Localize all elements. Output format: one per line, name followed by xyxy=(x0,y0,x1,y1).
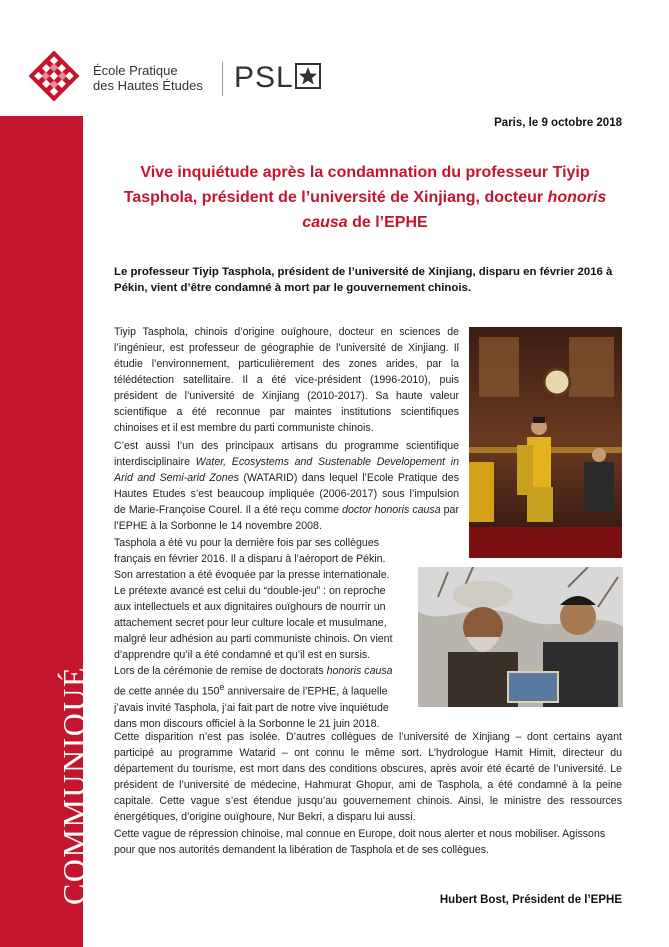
publication-date: Paris, le 9 octobre 2018 xyxy=(494,117,622,129)
institution-line-1: École Pratique xyxy=(93,63,178,78)
paragraph-biography: Tiyip Tasphola, chinois d’origine ouïghoure, docteur en sciences de l’ingénieur, est professeur de géographie de l’université de Xinjiang. Il étudie l’environnement, particulièrement des zones arides, par la télédétection satellitaire. Il a été vice-président (1996-2010), puis président de l’université de Xinjiang (2010-2017). Sa haute valeur scientifique a été reconnue par maintes institutions scientifiques chinoises et il est membre du parti communiste chinois. xyxy=(114,326,459,434)
paragraph-disappearance: Tasphola a été vu pour la dernière fois par ses collègues français en février 2016. Il a disparu à l’aéroport de Pékin. Son arrestation a été évoquée par la presse internationale. Le prétexte avancé est celui du “double-jeu” : on reproche aux intellectuels et aux dignitaires ouïghours de nourrir un attachement secret pour leur culture locale et musulmane, malgré leur adhésion au parti communiste chinois. On vient d’apprendre qu’il a été condamné et qu’il est en sursis. xyxy=(114,537,393,661)
p4-superscript: e xyxy=(219,682,225,692)
paragraph-ceremony xyxy=(114,663,404,732)
p2-text-a: C’est aussi l’un des principaux artisans du programme scientifique interdisciplinaire xyxy=(114,440,459,468)
signature: Hubert Bost, Président de l’EPHE xyxy=(439,894,622,906)
paragraph-call-to-action: Cette vague de répression chinoise, mal connue en Europe, doit nous alerter et nous mobiliser. Agissons pour que nos autorités demandent la libération de Tasphola et de ses collègues. xyxy=(114,828,606,856)
portrait-photo xyxy=(418,567,623,707)
institution-name xyxy=(93,63,203,93)
press-release-title xyxy=(110,160,620,235)
psl-star-icon xyxy=(295,63,321,89)
p4-text-c: anniversaire de l’EPHE, à laquelle j’avais invité Tasphola, j’ai fait part de notre vive inquiétude dans mon discours officiel à la Sorbonne le 21 juin 2018. xyxy=(114,685,389,730)
paragraph-watarid xyxy=(114,438,459,534)
p2-text-b: (WATARID) dans lequel l’Ecole Pratique des Hautes Etudes s’est beaucoup impliquée (2006-2017) sous l’impulsion de Marie-Françoise Courel. Il a été reçu comme xyxy=(114,472,459,516)
title-italic: honoris causa xyxy=(302,189,607,231)
p4-italic: honoris causa xyxy=(326,665,393,677)
title-part-2: de l’EPHE xyxy=(347,214,428,231)
p2-italic-program: Water, Ecosystems and Sustenable Developement in Arid and Semi-arid Zones xyxy=(114,456,459,484)
ephe-logo-icon xyxy=(24,46,84,106)
p2-text-c: par l’EPHE à la Sorbonne le 14 novembre 2008. xyxy=(114,504,459,532)
p4-text-a: Lors de la cérémonie de remise de doctorats xyxy=(114,665,327,677)
p2-italic-honoris: doctor honoris causa xyxy=(342,504,441,516)
header-divider xyxy=(222,62,223,96)
ceremony-photo xyxy=(469,327,622,558)
p4-text-b: de cette année du 150 xyxy=(114,685,220,698)
psl-logo: PSL xyxy=(234,61,294,94)
communique-label: COMMUNIQUÉ xyxy=(56,666,92,905)
lead-paragraph: Le professeur Tiyip Tasphola, président de l’université de Xinjiang, disparu en février 2016 à Pékin, vient d’être condamné à mort par le gouvernement chinois. xyxy=(114,266,613,294)
institution-line-2: des Hautes Études xyxy=(93,78,203,93)
title-part-1: Vive inquiétude après la condamnation du professeur Tiyip Tasphola, président de l’université de Xinjiang, docteur xyxy=(123,164,590,206)
paragraph-other-colleagues: Cette disparition n’est pas isolée. D’autres collègues de l’université de Xinjiang – dont certains ayant participé au programme Watarid – ont connu le même sort. L’hydrologue Hamit Himit, directeur du département du tourisme, est mort dans des conditions obscures, après avoir été écarté de l’université. Le président de l’université de médecine, Hahmurat Ghopur, ami de Tasphola, a été condamné à la peine capitale. Cette vague s’est étendue jusqu’au gouvernement chinois. Ainsi, le ministre des ressources énergétiques, d’origine ouïghoure, Nur Bekri, a disparu lui aussi. xyxy=(114,731,622,823)
